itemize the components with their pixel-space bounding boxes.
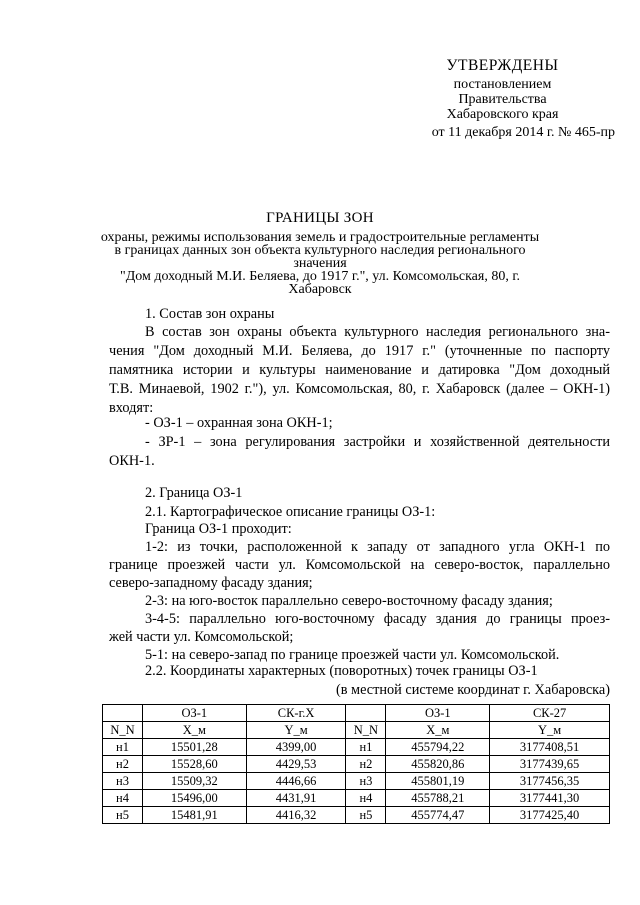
table-cell: 15481,91 [142, 807, 246, 824]
segment-1-2-line-2: границе проезжей части ул. Комсомольской на северо-восток, параллельно [109, 557, 610, 573]
table-cell: 4429,53 [246, 756, 346, 773]
table-cell: 4431,91 [246, 790, 346, 807]
table-cell: 455788,21 [386, 790, 490, 807]
table-header-row-2 [103, 722, 610, 739]
table-cell: н3 [103, 773, 143, 790]
table-cell: 15496,00 [142, 790, 246, 807]
section-1-para-line-4: Т.В. Минаевой, 1902 г."), ул. Комсомольская, 80, г. Хабаровск (далее – ОКН-1) [109, 381, 610, 397]
table-header-cell: X_м [386, 722, 490, 739]
table-cell: н4 [103, 790, 143, 807]
table-header-cell: ОЗ-1 [386, 705, 490, 722]
coordinates-table [102, 704, 610, 824]
table-cell: 15501,28 [142, 739, 246, 756]
table-cell: 4446,66 [246, 773, 346, 790]
table-cell: 15528,60 [142, 756, 246, 773]
table-row [103, 807, 610, 824]
table-header-cell: Y_м [246, 722, 346, 739]
subtitle-line-1: охраны, режимы использования земель и градостроительные регламенты [100, 230, 540, 245]
table-cell: н3 [346, 773, 386, 790]
table-cell: 455801,19 [386, 773, 490, 790]
table-header-cell: ОЗ-1 [142, 705, 246, 722]
table-cell: 4399,00 [246, 739, 346, 756]
subtitle-line-3: "Дом доходный М.И. Беляева, до 1917 г.", ул. Комсомольская, 80, г. Хабаровск [119, 269, 521, 297]
table-header-cell: СК-г.Х [246, 705, 346, 722]
approval-line-3: Хабаровского края [446, 107, 559, 122]
table-header-cell [346, 705, 386, 722]
segment-3-4-5-line-2: жей части ул. Комсомольской; [109, 629, 294, 645]
table-cell: 455794,22 [386, 739, 490, 756]
table-header-cell: N_N [346, 722, 386, 739]
table-row [103, 773, 610, 790]
table-cell: н2 [103, 756, 143, 773]
boundary-passes: Граница ОЗ-1 проходит: [145, 521, 292, 537]
zone-item-zr1-cont: ОКН-1. [109, 453, 155, 469]
table-cell: 3177408,51 [490, 739, 610, 756]
section-2-1-heading: 2.1. Картографическое описание границы ОЗ-1: [145, 504, 436, 520]
segment-2-3: 2-3: на юго-восток параллельно северо-восточному фасаду здания; [145, 593, 553, 609]
table-row [103, 756, 610, 773]
section-1-para-line-3: памятника истории и культуры наименование и датировка "Дом доходный [109, 362, 610, 378]
segment-5-1: 5-1: на северо-запад по границе проезжей части ул. Комсомольской. [145, 647, 560, 663]
table-cell: н1 [103, 739, 143, 756]
table-header-cell: N_N [103, 722, 143, 739]
section-2-2-heading: 2.2. Координаты характерных (поворотных) точек границы ОЗ-1 [145, 663, 538, 679]
table-cell: 3177425,40 [490, 807, 610, 824]
table-cell: н5 [103, 807, 143, 824]
document-subtitle [90, 231, 550, 296]
section-2-heading: 2. Граница ОЗ-1 [145, 485, 243, 501]
subtitle-line-2: в границах данных зон объекта культурного наследия регионального значения [114, 243, 526, 271]
section-1-heading: 1. Состав зон охраны [145, 306, 275, 322]
table-row [103, 790, 610, 807]
section-1-para-line-5: входят: [109, 400, 154, 416]
approval-block [395, 57, 615, 140]
table-header-row-1 [103, 705, 610, 722]
section-1-para-line-2: чения "Дом доходный М.И. Беляева, до 1917 г." (уточненные по паспорту [109, 343, 610, 359]
document-title: ГРАНИЦЫ ЗОН [266, 210, 374, 226]
table-cell: 455774,47 [386, 807, 490, 824]
approval-heading: УТВЕРЖДЕНЫ [446, 57, 559, 74]
table-cell: н2 [346, 756, 386, 773]
table-cell: 455820,86 [386, 756, 490, 773]
table-header-cell [103, 705, 143, 722]
section-1-para-line-1: В состав зон охраны объекта культурного наследия регионального зна- [145, 324, 610, 340]
table-cell: н4 [346, 790, 386, 807]
table-cell: 3177456,35 [490, 773, 610, 790]
approval-line-1: постановлением [453, 77, 552, 92]
zone-item-zr1: - ЗР-1 – зона регулирования застройки и хозяйственной деятельности [145, 434, 610, 450]
table-cell: н5 [346, 807, 386, 824]
table-cell: 3177439,65 [490, 756, 610, 773]
coordinate-system-note: (в местной системе координат г. Хабаровска) [335, 682, 610, 698]
table-row [103, 739, 610, 756]
zone-item-oz1: - ОЗ-1 – охранная зона ОКН-1; [145, 415, 333, 431]
approval-line-2: Правительства [458, 92, 547, 107]
segment-1-2-line-3: северо-западному фасаду здания; [109, 575, 313, 591]
approval-date: от 11 декабря 2014 г. № 465-пр [431, 125, 615, 140]
table-header-cell: СК-27 [490, 705, 610, 722]
table-cell: 4416,32 [246, 807, 346, 824]
table-cell: н1 [346, 739, 386, 756]
segment-1-2-line-1: 1-2: из точки, расположенной к западу от западного угла ОКН-1 по [145, 539, 610, 555]
segment-3-4-5-line-1: 3-4-5: параллельно юго-восточному фасаду здания до границы проез- [145, 611, 610, 627]
table-header-cell: Y_м [490, 722, 610, 739]
table-cell: 3177441,30 [490, 790, 610, 807]
table-cell: 15509,32 [142, 773, 246, 790]
table-header-cell: X_м [142, 722, 246, 739]
